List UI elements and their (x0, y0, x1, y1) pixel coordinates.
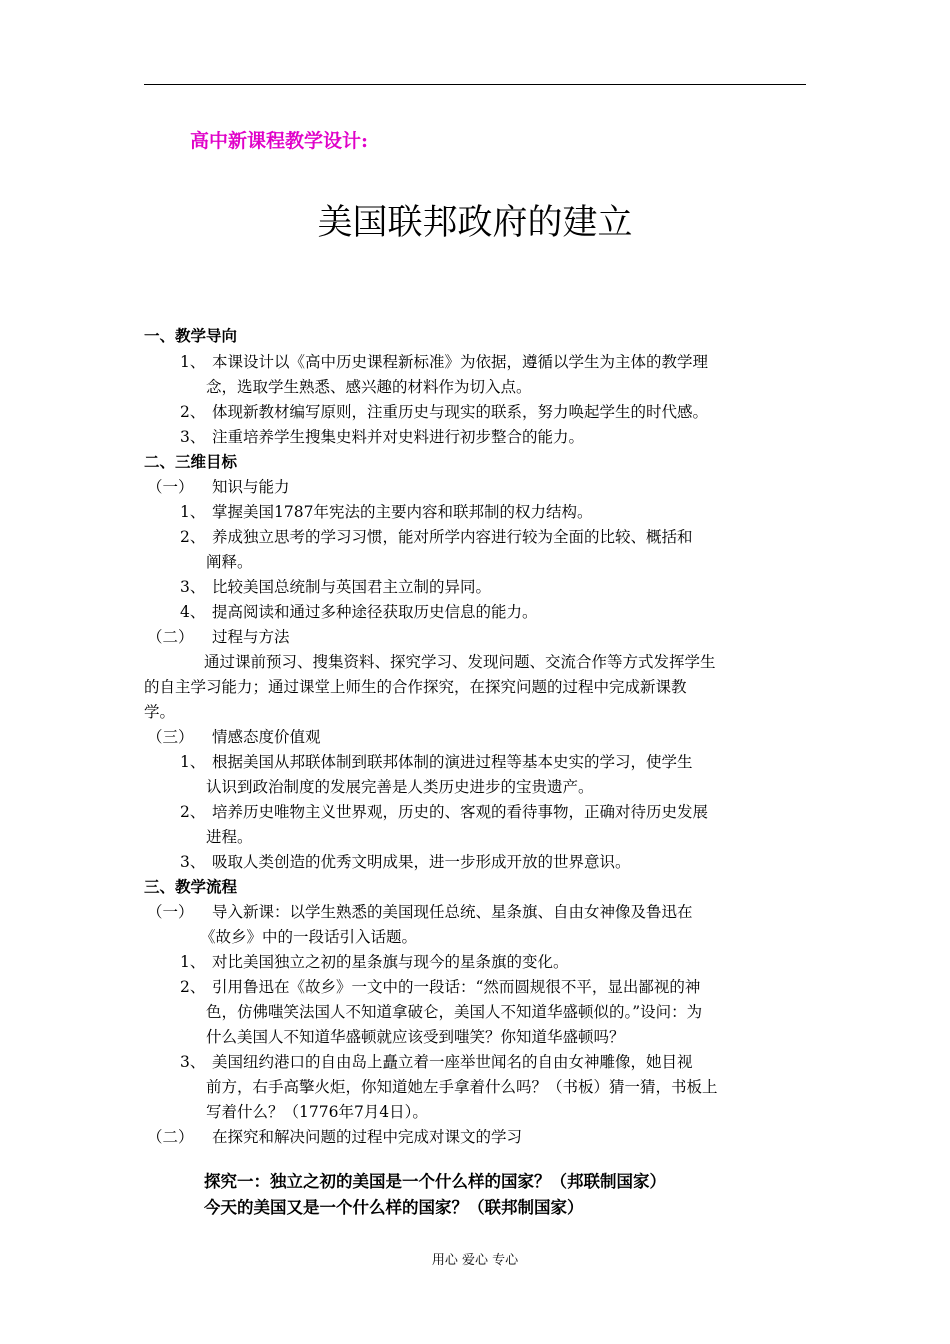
page-footer: 用心 爱心 专心 (431, 1253, 519, 1268)
item-number: 3、 (180, 578, 206, 596)
item-number: 2、 (180, 803, 206, 821)
item-text: 本课设计以《高中历史课程新标准》为依据，遵循以学生为主体的教学理 (212, 353, 709, 371)
item-text: 进程。 (206, 828, 253, 846)
subsection-text: 导入新课：以学生熟悉的美国现任总统、星条旗、自由女神像及鲁迅在 (212, 903, 693, 921)
header-rule (144, 84, 806, 85)
item-text: 体现新教材编写原则，注重历史与现实的联系，努力唤起学生的时代感。 (212, 403, 709, 421)
page-title: 美国联邦政府的建立 (317, 203, 633, 243)
item-text: 注重培养学生搜集史料并对史料进行初步整合的能力。 (212, 428, 585, 446)
item-number: 1、 (180, 353, 206, 371)
item-text: 对比美国独立之初的星条旗与现今的星条旗的变化。 (212, 953, 569, 971)
item-text: 养成独立思考的学习习惯，能对所学内容进行较为全面的比较、概括和 (212, 528, 693, 546)
item-text: 引用鲁迅在《故乡》一文中的一段话：“然而圆规很不平，显出鄙视的神 (212, 978, 701, 996)
course-subtitle: 高中新课程教学设计: (190, 130, 369, 152)
paragraph-line: 的自主学习能力；通过课堂上师生的合作探究，在探究问题的过程中完成新课教 (144, 678, 687, 696)
item-number: 1、 (180, 503, 206, 521)
item-text: 比较美国总统制与英国君主立制的异同。 (212, 578, 492, 596)
item-text: 培养历史唯物主义世界观，历史的、客观的看待事物，正确对待历史发展 (212, 803, 709, 821)
item-number: 1、 (180, 953, 206, 971)
item-text: 念，选取学生熟悉、感兴趣的材料作为切入点。 (206, 378, 532, 396)
item-text: 什么美国人不知道华盛顿就应该受到嗤笑？你知道华盛顿吗？ (206, 1028, 625, 1046)
paragraph-line: 通过课前预习、搜集资料、探究学习、发现问题、交流合作等方式发挥学生 (204, 653, 716, 671)
item-text: 写着什么？（1776年7月4日）。 (206, 1103, 428, 1121)
subsection-text: 《故乡》中的一段话引入话题。 (200, 928, 418, 946)
subsection-label: （二） (147, 628, 194, 646)
subsection-label: （三） (147, 728, 194, 746)
subsection-label: （一） (147, 903, 194, 921)
section-heading: 二、三维目标 (144, 452, 238, 471)
item-number: 2、 (180, 978, 206, 996)
item-text: 提高阅读和通过多种途径获取历史信息的能力。 (212, 603, 538, 621)
subsection-title: 知识与能力 (212, 478, 290, 496)
item-text: 根据美国从邦联体制到联邦体制的演进过程等基本史实的学习，使学生 (212, 753, 693, 771)
section-heading: 三、教学流程 (144, 877, 238, 896)
item-text: 色，仿佛嗤笑法国人不知道拿破仑，美国人不知道华盛顿似的。”设问：为 (206, 1003, 703, 1021)
item-number: 4、 (180, 603, 206, 621)
item-number: 3、 (180, 1053, 206, 1071)
item-text: 掌握美国1787年宪法的主要内容和联邦制的权力结构。 (212, 503, 593, 521)
subsection-title: 情感态度价值观 (212, 728, 321, 746)
subsection-label: （一） (147, 478, 194, 496)
inquiry-question: 今天的美国又是一个什么样的国家？（联邦制国家） (204, 1198, 584, 1217)
subsection-title: 过程与方法 (212, 628, 290, 646)
item-text: 阐释。 (206, 553, 253, 571)
item-number: 2、 (180, 528, 206, 546)
item-text: 美国纽约港口的自由岛上矗立着一座举世闻名的自由女神雕像，她目视 (212, 1053, 693, 1071)
item-text: 前方，右手高擎火炬，你知道她左手拿着什么吗？（书板）猜一猜，书板上 (206, 1078, 718, 1096)
item-text: 吸取人类创造的优秀文明成果，进一步形成开放的世界意识。 (212, 853, 631, 871)
section-heading: 一、教学导向 (144, 326, 238, 345)
paragraph-line: 学。 (144, 703, 176, 721)
item-number: 3、 (180, 428, 206, 446)
item-text: 认识到政治制度的发展完善是人类历史进步的宝贵遗产。 (206, 778, 594, 796)
subsection-title: 在探究和解决问题的过程中完成对课文的学习 (212, 1128, 523, 1146)
item-number: 1、 (180, 753, 206, 771)
item-number: 3、 (180, 853, 206, 871)
subsection-label: （二） (147, 1128, 194, 1146)
item-number: 2、 (180, 403, 206, 421)
inquiry-question: 探究一：独立之初的美国是一个什么样的国家？（邦联制国家） (204, 1172, 666, 1191)
